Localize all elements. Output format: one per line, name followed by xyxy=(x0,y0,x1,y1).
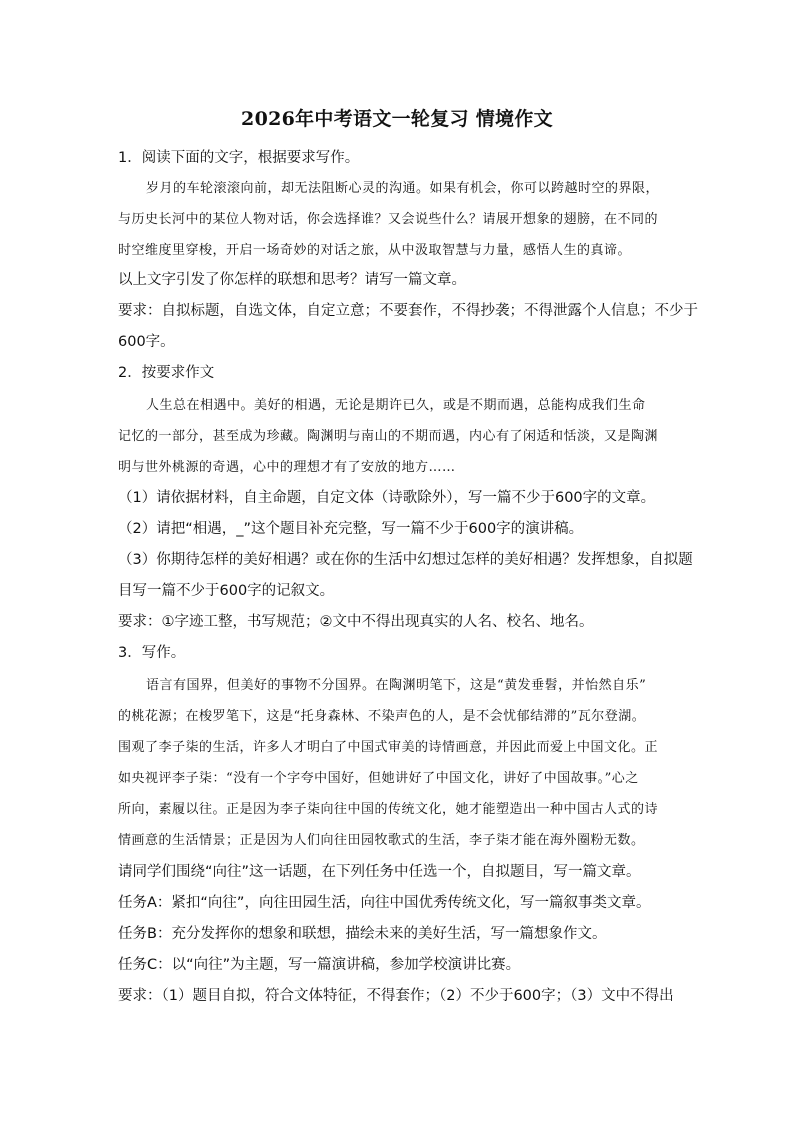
question-1-heading: 1．阅读下面的文字，根据要求写作。 xyxy=(118,150,360,166)
page-title: 2026年中考语文一轮复习 情境作文 xyxy=(241,108,553,130)
question-3-heading: 3．写作。 xyxy=(118,645,186,661)
question-3-prompt-line: 如央视评李子柒：“没有一个字夸中国好，但她讲好了中国文化，讲好了中国故事。”心之 xyxy=(118,771,639,786)
question-1-prompt-line: 岁月的车轮滚滚向前，却无法阻断心灵的沟通。如果有机会，你可以跨越时空的界限， xyxy=(146,181,660,196)
question-3-task-a: 任务A：紧扣“向往”，向往田园生活，向往中国优秀传统文化，写一篇叙事类文章。 xyxy=(118,895,651,911)
question-2-heading: 2．按要求作文 xyxy=(118,365,215,381)
question-2-option: （3）你期待怎样的美好相遇？或在你的生活中幻想过怎样的美好相遇？发挥想象，自拟题 xyxy=(118,552,693,568)
question-1-requirements: 600字。 xyxy=(118,334,175,350)
question-3-prompt-line: 语言有国界，但美好的事物不分国界。在陶渊明笔下，这是“黄发垂髫，并怡然自乐” xyxy=(146,678,647,693)
question-2-prompt-line: 明与世外桃源的奇遇，心中的理想才有了安放的地方…… xyxy=(118,460,456,475)
question-1-requirements: 要求：自拟标题，自选文体，自定立意；不要套作，不得抄袭；不得泄露个人信息；不少于 xyxy=(118,303,698,319)
question-1-instruction: 以上文字引发了你怎样的联想和思考？请写一篇文章。 xyxy=(118,272,466,288)
question-2-prompt-line: 人生总在相遇中。美好的相遇，无论是期许已久，或是不期而遇，总能构成我们生命 xyxy=(146,398,646,413)
question-2-option: （2）请把“相遇，_”这个题目补充完整，写一篇不少于600字的演讲稿。 xyxy=(118,521,584,537)
question-3-prompt-line: 围观了李子柒的生活，许多人才明白了中国式审美的诗情画意，并因此而爱上中国文化。正 xyxy=(118,740,659,755)
question-1-prompt-line: 与历史长河中的某位人物对话，你会选择谁？又会说些什么？请展开想象的翅膀，在不同的 xyxy=(118,212,659,227)
question-2-option: 目写一篇不少于600字的记叙文。 xyxy=(118,583,335,599)
question-3-requirements: 要求：（1）题目自拟，符合文体特征，不得套作；（2）不少于600字；（3）文中不得出 xyxy=(118,988,674,1004)
question-3-task-c: 任务C：以“向往”为主题，写一篇演讲稿，参加学校演讲比赛。 xyxy=(118,957,521,973)
question-3-instruction: 请同学们围绕“向往”这一话题，在下列任务中任选一个，自拟题目，写一篇文章。 xyxy=(118,864,641,880)
question-1-prompt-line: 时空维度里穿梭，开启一场奇妙的对话之旅，从中汲取智慧与力量，感悟人生的真谛。 xyxy=(118,243,632,258)
question-3-prompt-line: 所向，素履以往。正是因为李子柒向往中国的传统文化，她才能塑造出一种中国古人式的诗 xyxy=(118,802,659,817)
question-2-requirements: 要求：①字迹工整，书写规范；②文中不得出现真实的人名、校名、地名。 xyxy=(118,614,594,630)
question-3-prompt-line: 的桃花源；在梭罗笔下，这是“托身森林、不染声色的人，是不会忧郁结滞的”瓦尔登湖。 xyxy=(118,709,646,724)
question-3-task-b: 任务B：充分发挥你的想象和联想，描绘未来的美好生活，写一篇想象作文。 xyxy=(118,926,607,942)
question-3-prompt-line: 情画意的生活情景；正是因为人们向往田园牧歌式的生活，李子柒才能在海外圈粉无数。 xyxy=(118,833,645,848)
question-2-prompt-line: 记忆的一部分，甚至成为珍藏。陶渊明与南山的不期而遇，内心有了闲适和恬淡，又是陶渊 xyxy=(118,429,659,444)
question-2-option: （1）请依据材料，自主命题，自定文体（诗歌除外），写一篇不少于600字的文章。 xyxy=(118,490,656,506)
